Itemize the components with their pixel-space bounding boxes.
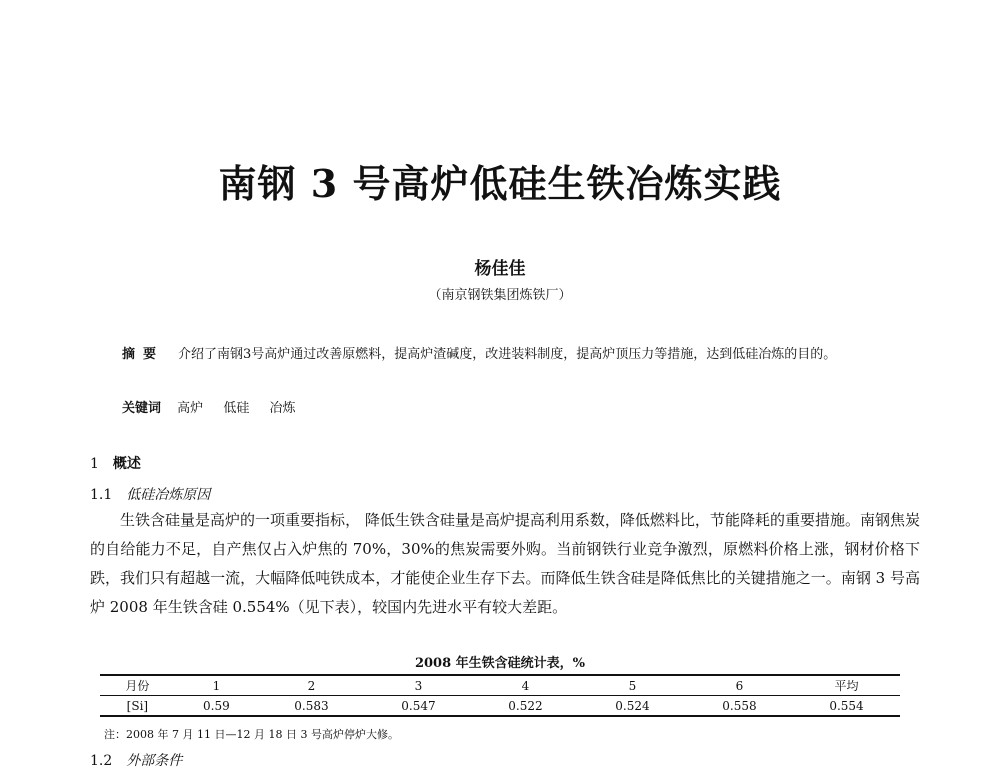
table-header-row: [100, 675, 900, 696]
abstract-label: 摘要: [122, 347, 165, 362]
abstract: [122, 341, 892, 368]
table-row: [100, 696, 900, 717]
table-cell: 0.554: [793, 696, 900, 717]
table-cell: 0.524: [579, 696, 686, 717]
table-cell: 0.558: [686, 696, 793, 717]
table-header-cell: 5: [579, 675, 686, 696]
table-cell: 0.59: [175, 696, 258, 717]
silicon-stats-table: [100, 674, 900, 717]
keyword: 冶炼: [269, 401, 296, 416]
abstract-text: 介绍了南钢3号高炉通过改善原燃料，提高炉渣碱度，改进装料制度，提高炉顶压力等措施，达到低硅冶炼的目的。: [178, 347, 837, 362]
table-header-cell: 1: [175, 675, 258, 696]
table-header-cell: 4: [472, 675, 579, 696]
subsection-heading: [90, 484, 210, 504]
table-header-cell: 6: [686, 675, 793, 696]
section-heading: [90, 453, 141, 473]
table-header-cell: 3: [365, 675, 472, 696]
keywords: [122, 397, 311, 416]
paper-title: 南钢 3 号高炉低硅生铁冶炼实践: [218, 161, 782, 206]
subsection-number: 1.1: [90, 487, 113, 503]
subsection-number: 1.2: [90, 753, 113, 769]
table-header-cell: 2: [258, 675, 365, 696]
subsection-heading: [90, 750, 182, 770]
section-number: 1: [90, 456, 99, 472]
table-cell: 0.522: [472, 696, 579, 717]
body-paragraph: 生铁含硅量是高炉的一项重要指标， 降低生铁含硅量是高炉提高利用系数，降低燃料比，节能降耗的重要措施。南钢焦炭的自给能力不足，自产焦仅占入炉焦的 70%，30%的焦炭需要外购。当前钢铁行业竞争激烈，原燃料价格上涨，钢材价格下跌，我们只有超越一流，大幅降低吨铁成本，才能使企业生存下去。而降低生铁含硅是降低焦比的关键措施之一。南钢 3 号高炉 2008 年生铁含硅 0.554%（见下表），较国内先进水平有较大差距。: [90, 511, 920, 616]
section-title: 概述: [112, 456, 141, 472]
author-name: 杨佳佳: [474, 259, 526, 279]
keyword: 低硅: [223, 401, 250, 416]
table-cell: 0.547: [365, 696, 472, 717]
subsection-title: 低硅冶炼原因: [126, 487, 211, 503]
table-caption: 2008 年生铁含硅统计表，%: [414, 656, 586, 671]
table-note: 注：2008 年 7 月 11 日—12 月 18 日 3 号高炉停炉大修。: [104, 728, 399, 741]
table-cell: [Si]: [100, 696, 175, 717]
keyword: 高炉: [177, 401, 204, 416]
subsection-title: 外部条件: [126, 753, 183, 769]
table-cell: 0.583: [258, 696, 365, 717]
author-affiliation: （南京钢铁集团炼铁厂）: [428, 288, 572, 303]
keywords-label: 关键词: [122, 401, 162, 416]
table-header-cell: 月份: [100, 675, 175, 696]
table-header-cell: 平均: [793, 675, 900, 696]
